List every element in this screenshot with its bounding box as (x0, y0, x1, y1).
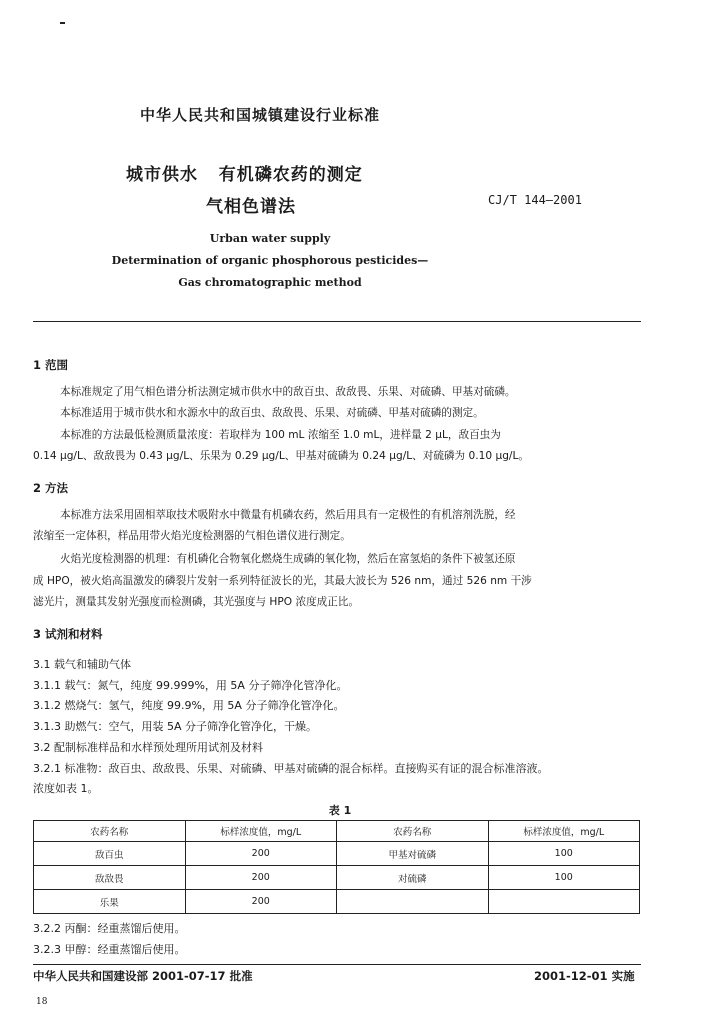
title-en-line2: Determination of organic phosphorous pesticides— (111, 254, 429, 267)
table-cell: 200 (185, 890, 337, 914)
table-header-row (34, 821, 640, 842)
clause-3-1: 3.1 载气和辅助气体 (33, 658, 131, 671)
table-cell (337, 890, 489, 914)
approval-line: 中华人民共和国建设部 2001-07-17 批准 (33, 969, 253, 983)
table-cell: 敌敌畏 (34, 866, 186, 890)
issuing-organization: 中华人民共和国城镇建设行业标准 (139, 106, 380, 124)
clause-3-2-3: 3.2.3 甲醇：经重蒸馏后使用。 (33, 943, 186, 956)
section-1-para-3b: 0.14 μg/L、敌敌畏为 0.43 μg/L、乐果为 0.29 μg/L、甲基对硫磷为 0.24 μg/L、对硫磷为 0.10 μg/L。 (33, 450, 529, 462)
section-2-para-2a: 火焰光度检测器的机理：有机磷化合物氧化燃烧生成磷的氧化物，然后在富氢焰的条件下被氢还原 (60, 553, 516, 565)
section-2-para-1a: 本标准方法采用固相萃取技术吸附水中微量有机磷农药，然后用具有一定极性的有机溶剂洗脱，经 (60, 509, 516, 521)
section-2-para-1b: 浓缩至一定体积，样品用带火焰光度检测器的气相色谱仪进行测定。 (33, 530, 351, 542)
table-cell: 乐果 (34, 890, 186, 914)
table-header-cell: 农药名称 (337, 821, 489, 842)
table-row (34, 866, 640, 890)
section-1-para-3a: 本标准的方法最低检测质量浓度：若取样为 100 mL 浓缩至 1.0 mL，进样量 2 μL，敌百虫为 (60, 429, 501, 441)
title-cn-line2: 气相色谱法 (206, 197, 296, 217)
page-number: 18 (36, 997, 48, 1007)
section-1-heading: 1 范围 (33, 358, 69, 372)
title-cn-line1: 城市供水 有机磷农药的测定 (126, 165, 363, 185)
table-row (34, 890, 640, 914)
title-en-line1: Urban water supply (209, 232, 331, 245)
section-1-para-1: 本标准规定了用气相色谱分析法测定城市供水中的敌百虫、敌敌畏、乐果、对硫磷、甲基对硫磷。 (60, 386, 516, 398)
clause-3-1-2: 3.1.2 燃烧气：氢气，纯度 99.9%，用 5A 分子筛净化管净化。 (33, 699, 345, 712)
table-1 (33, 820, 640, 914)
clause-3-2-1-cont: 浓度如表 1。 (33, 782, 99, 795)
table-cell: 敌百虫 (34, 842, 186, 866)
table-1-caption: 表 1 (328, 804, 352, 817)
section-2-para-2b: 成 HPO，被火焰高温激发的磷裂片发射一系列特征波长的光，其最大波长为 526 nm，通过 526 nm 干涉 (33, 575, 532, 587)
clause-3-2: 3.2 配制标准样品和水样预处理所用试剂及材料 (33, 741, 263, 754)
section-2-heading: 2 方法 (33, 481, 69, 495)
table-cell: 100 (488, 842, 640, 866)
table-cell: 200 (185, 842, 337, 866)
table-cell: 100 (488, 866, 640, 890)
section-3-heading: 3 试剂和材料 (33, 627, 103, 641)
title-divider (33, 321, 641, 322)
table-cell: 甲基对硫磷 (337, 842, 489, 866)
table-row (34, 842, 640, 866)
clause-3-1-1: 3.1.1 载气：氮气，纯度 99.999%，用 5A 分子筛净化管净化。 (33, 679, 348, 692)
standard-code: CJ/T 144—2001 (488, 193, 582, 207)
table-header-cell: 农药名称 (34, 821, 186, 842)
table-header-cell: 标样浓度值，mg/L (185, 821, 337, 842)
implementation-date: 2001-12-01 实施 (534, 969, 635, 983)
table-cell (488, 890, 640, 914)
table-cell: 200 (185, 866, 337, 890)
title-en-line3: Gas chromatographic method (178, 276, 362, 289)
clause-3-2-1: 3.2.1 标准物：敌百虫、敌敌畏、乐果、对硫磷、甲基对硫磷的混合标样。直接购买有证的混合标准溶液。 (33, 762, 549, 775)
section-1-para-2: 本标准适用于城市供水和水源水中的敌百虫、敌敌畏、乐果、对硫磷、甲基对硫磷的测定。 (60, 407, 484, 419)
footer-divider (33, 964, 641, 965)
table-header-cell: 标样浓度值，mg/L (488, 821, 640, 842)
clause-3-1-3: 3.1.3 助燃气：空气，用装 5A 分子筛净化管净化，干燥。 (33, 720, 318, 733)
section-2-para-2c: 滤光片，测量其发射光强度而检测磷，其光强度与 HPO 浓度成正比。 (33, 596, 360, 608)
table-cell: 对硫磷 (337, 866, 489, 890)
scan-mark (60, 22, 65, 24)
clause-3-2-2: 3.2.2 丙酮：经重蒸馏后使用。 (33, 922, 186, 935)
